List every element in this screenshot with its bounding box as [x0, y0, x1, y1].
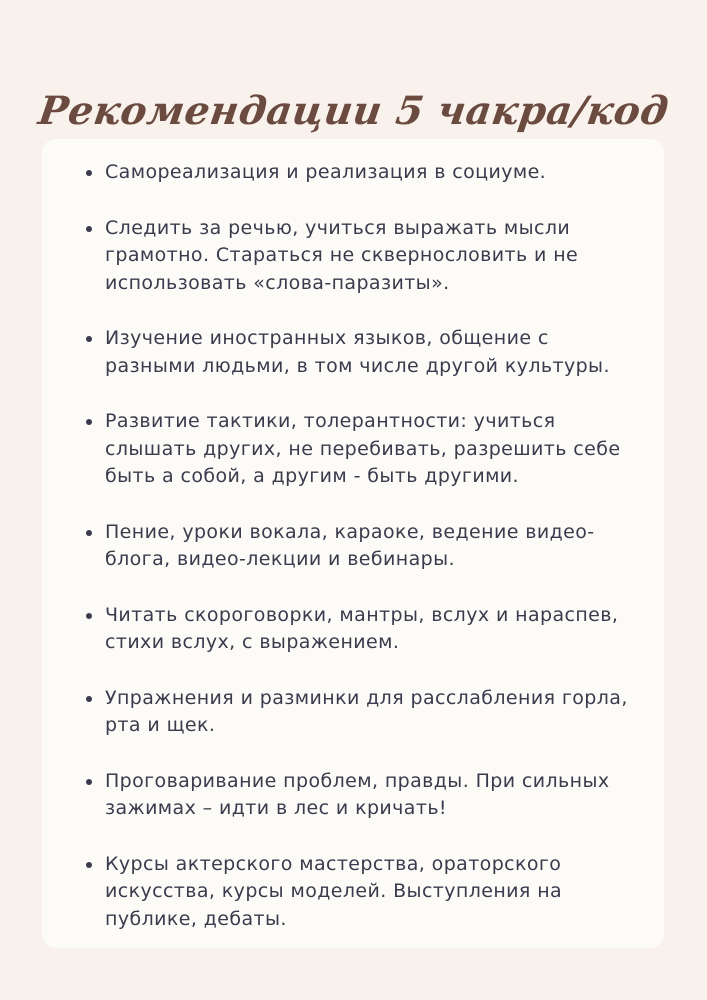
- item-text-line: разными людьми, в том числе другой культуры.: [105, 354, 610, 377]
- item-text-line: Развитие тактики, толерантности: учиться: [105, 410, 556, 432]
- item-text-line: грамотно. Стараться не сквернословить и не: [105, 244, 579, 266]
- item-text-line: использовать «слова-паразиты».: [105, 271, 450, 294]
- bullet-dot-icon: [86, 530, 92, 536]
- list-item: [105, 215, 650, 298]
- item-text-line: Упражнения и разминки для расслабления горла,: [105, 686, 628, 709]
- item-text-line: Курсы актерского мастерства, ораторского: [105, 852, 562, 875]
- item-text-line: Пение, уроки вокала, караоке, ведение видео-: [105, 520, 595, 543]
- list-item: [105, 685, 650, 740]
- item-text-line: Изучение иностранных языков, общение с: [105, 327, 549, 349]
- list-item: [105, 602, 650, 657]
- list-item: [105, 519, 650, 574]
- list-item: [105, 408, 650, 491]
- bullet-dot-icon: [86, 779, 92, 785]
- bullet-dot-icon: [86, 336, 92, 342]
- item-text-line: быть а собой, а другим - быть другими.: [105, 465, 519, 487]
- list-item: [105, 768, 650, 823]
- list-item: [105, 325, 650, 380]
- item-text-line: Проговаривание проблем, правды. При сильных: [105, 769, 610, 792]
- page-title: Рекомендации 5 чакра/код: [35, 88, 672, 135]
- item-text-line: слышать других, не перебивать, разрешить себе: [105, 437, 621, 460]
- item-text-line: Самореализация и реализация в социуме.: [105, 161, 547, 183]
- list-item: [105, 851, 650, 934]
- bullet-dot-icon: [86, 226, 92, 232]
- item-text-line: зажимах – идти в лес и кричать!: [105, 797, 447, 819]
- item-text-line: блога, видео-лекции и вебинары.: [105, 548, 455, 570]
- item-text-line: рта и щек.: [105, 714, 216, 736]
- item-text-line: стихи вслух, с выражением.: [105, 631, 400, 653]
- bullet-dot-icon: [86, 696, 92, 702]
- item-text-line: Читать скороговорки, мантры, вслух и нараспев,: [105, 603, 619, 626]
- recommendations-list: [105, 159, 650, 933]
- list-item: [105, 159, 650, 187]
- item-text-line: публике, дебаты.: [105, 907, 287, 930]
- item-text-line: Следить за речью, учиться выражать мысли: [105, 216, 571, 239]
- item-text-line: искусства, курсы моделей. Выступления на: [105, 880, 563, 902]
- bullet-dot-icon: [86, 170, 92, 176]
- bullet-dot-icon: [86, 613, 92, 619]
- bullet-dot-icon: [86, 419, 92, 425]
- recommendations-card: [42, 139, 664, 948]
- bullet-dot-icon: [86, 862, 92, 868]
